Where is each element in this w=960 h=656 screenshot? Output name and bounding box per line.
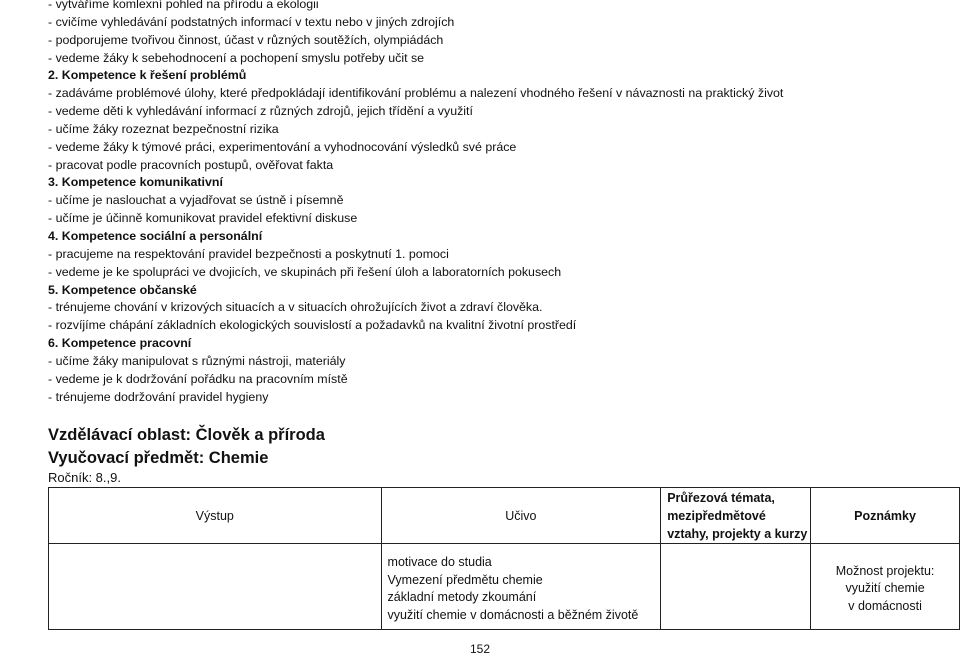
page-number: 152 (469, 642, 491, 656)
competence-item: - vedeme je k dodržování pořádku na pracovním místě (48, 371, 348, 386)
competence-item: - rozvíjíme chápání základních ekologických souvislostí a požadavků na kvalitní životní prostředí (48, 318, 577, 333)
competence-item: - pracovat podle pracovních postupů, ověřovat fakta (48, 157, 334, 172)
cell-vystup (49, 544, 382, 630)
ucivo-item: využití chemie v domácnosti a běžném životě (387, 607, 639, 622)
competence-item: - vedeme žáky k sebehodnocení a pochopení smyslu potřeby učit se (48, 50, 425, 65)
competence-item: - vedeme je ke spolupráci ve dvojicích, ve skupinách při řešení úloh a laboratorních pokusech (48, 264, 562, 279)
competence-item: - pracujeme na respektování pravidel bezpečnosti a poskytnutí 1. pomoci (48, 246, 449, 261)
education-area-heading: Vzdělávací oblast: Člověk a příroda (48, 426, 325, 444)
competence-item: - vedeme děti k vyhledávání informací z různých zdrojů, jejich třídění a využití (48, 104, 473, 119)
header-prurezova: Průřezová témata, mezipředmětové vztahy, projekty a kurzy (661, 488, 811, 544)
grade-label: Ročník: 8.,9. (48, 470, 121, 485)
competence-text-block (48, 0, 948, 406)
competence-heading: 6. Kompetence pracovní (48, 336, 192, 351)
competence-item: - trénujeme chování v krizových situacích a v situacích ohrožujících život a zdraví člověka. (48, 300, 543, 315)
competence-heading: 4. Kompetence sociální a personální (48, 228, 263, 243)
cell-ucivo (381, 544, 661, 630)
header-vystup: Výstup (49, 488, 382, 544)
curriculum-table (48, 487, 960, 630)
competence-item: - podporujeme tvořivou činnost, účast v různých soutěžích, olympiádách (48, 32, 444, 47)
competence-item: - učíme žáky rozeznat bezpečnostní rizika (48, 121, 279, 136)
table-header-row (49, 488, 960, 544)
competence-item: - vytváříme komlexní pohled na přírodu a ekologii (48, 0, 319, 11)
competence-heading: 5. Kompetence občanské (48, 282, 197, 297)
table-row (49, 544, 960, 630)
competence-item: - učíme je naslouchat a vyjadřovat se ústně i písemně (48, 193, 344, 208)
ucivo-item: Vymezení předmětu chemie (387, 572, 543, 587)
competence-heading: 2. Kompetence k řešení problémů (48, 68, 247, 83)
cell-prurezova (661, 544, 811, 630)
competence-item: - vedeme žáky k týmové práci, experimentování a vyhodnocování výsledků své práce (48, 139, 517, 154)
header-poznamky: Poznámky (811, 488, 960, 544)
subject-heading: Vyučovací předmět: Chemie (48, 449, 269, 467)
competence-item: - učíme je účinně komunikovat pravidel efektivní diskuse (48, 211, 358, 226)
competence-item: - cvičíme vyhledávání podstatných informací v textu nebo v jiných zdrojích (48, 14, 455, 29)
ucivo-title: motivace do studia (387, 555, 492, 569)
competence-item: - učíme žáky manipulovat s různými nástroji, materiály (48, 353, 346, 368)
cell-poznamky (811, 544, 960, 630)
header-ucivo: Učivo (381, 488, 661, 544)
note-line: využití chemie (845, 581, 925, 596)
note-line: v domácnosti (848, 598, 922, 613)
competence-heading: 3. Kompetence komunikativní (48, 175, 223, 190)
competence-item: - trénujeme dodržování pravidel hygieny (48, 389, 269, 404)
note-line: Možnost projektu: (835, 563, 935, 578)
ucivo-item: základní metody zkoumání (387, 590, 537, 604)
competence-item: - zadáváme problémové úlohy, které předpokládají identifikování problému a nalezení vhodného řešení v návaznosti na praktický život (48, 86, 784, 101)
